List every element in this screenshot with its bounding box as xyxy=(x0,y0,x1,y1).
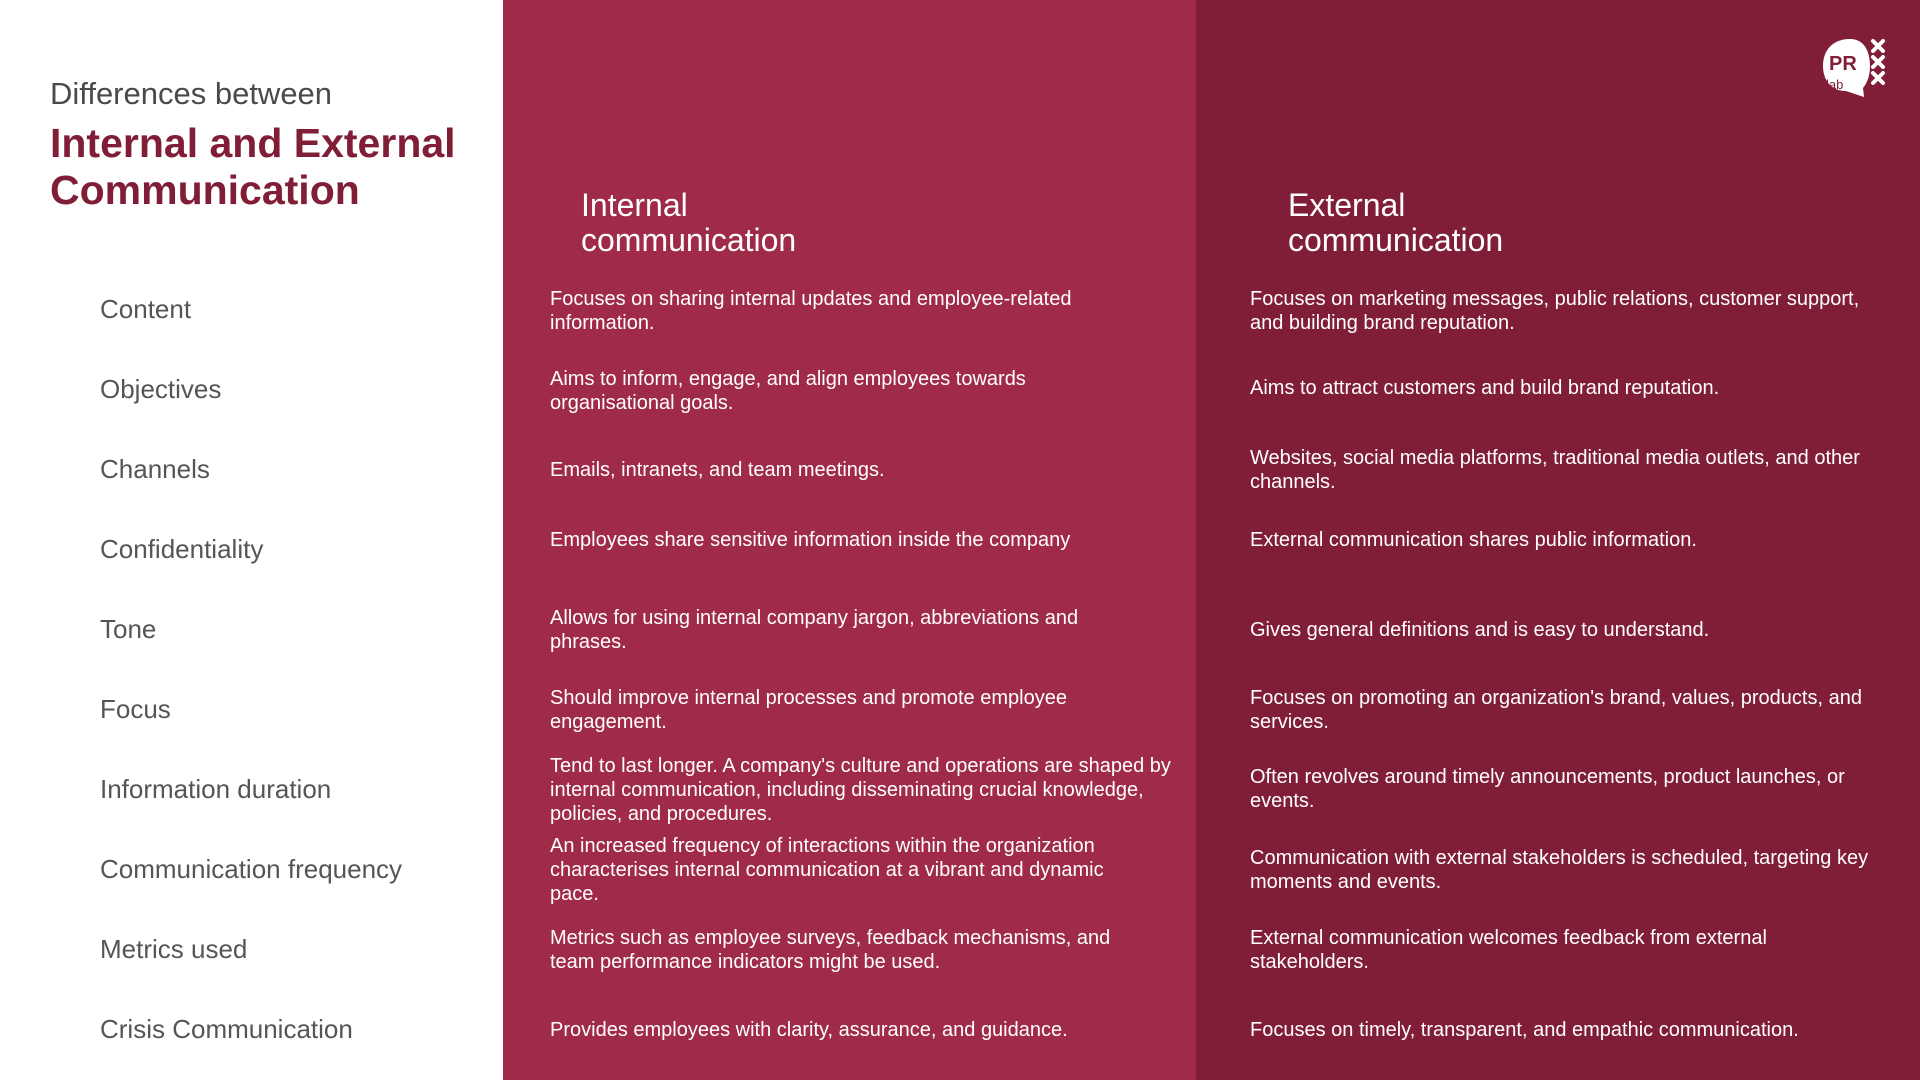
internal-cell-content: Focuses on sharing internal updates and employee-related information. xyxy=(550,288,1072,334)
external-cell-communication-frequency: Communication with external stakeholders is scheduled, targeting key moments and events. xyxy=(1250,847,1869,893)
row-label-information-duration: Information duration xyxy=(100,774,332,804)
row-label-confidentiality: Confidentiality xyxy=(100,534,264,564)
row-label-crisis-communication: Crisis Communication xyxy=(100,1014,353,1044)
row-label-tone: Tone xyxy=(100,614,157,644)
logo-text-sub: lab xyxy=(1826,77,1844,92)
internal-cell-objectives: Aims to inform, engage, and align employees towards organisational goals. xyxy=(550,368,1026,414)
internal-cell-focus: Should improve internal processes and promote employee engagement. xyxy=(550,687,1067,733)
row-label-content: Content xyxy=(100,294,192,324)
logo-text-main: PR xyxy=(1829,53,1857,75)
external-cell-information-duration: Often revolves around timely announcements, product launches, or events. xyxy=(1250,766,1845,812)
internal-cell-tone: Allows for using internal company jargon, abbreviations and phrases. xyxy=(550,607,1079,653)
internal-cell-metrics-used: Metrics such as employee surveys, feedback mechanisms, and team performance indicators might be used. xyxy=(550,927,1111,973)
internal-cell-communication-frequency: An increased frequency of interactions within the organization characterises internal communication at a vibrant and dynamic pace. xyxy=(550,835,1104,905)
external-cell-content: Focuses on marketing messages, public relations, customer support, and building brand reputation. xyxy=(1250,288,1860,334)
row-label-channels: Channels xyxy=(100,454,210,484)
internal-cell-information-duration: Tend to last longer. A company's culture and operations are shaped by internal communication, including disseminating crucial knowledge, policies, and procedures. xyxy=(550,755,1171,825)
page-subtitle: Differences between xyxy=(50,76,333,111)
external-cell-metrics-used: External communication welcomes feedback from external stakeholders. xyxy=(1250,927,1767,973)
external-cell-objectives: Aims to attract customers and build brand reputation. xyxy=(1250,377,1720,399)
external-cell-confidentiality: External communication shares public information. xyxy=(1250,529,1697,551)
pr-lab-logo xyxy=(1820,36,1888,102)
internal-cell-crisis-communication: Provides employees with clarity, assurance, and guidance. xyxy=(550,1019,1068,1041)
page-title: Internal and External Communication xyxy=(50,120,456,213)
row-label-metrics-used: Metrics used xyxy=(100,934,248,964)
internal-cell-channels: Emails, intranets, and team meetings. xyxy=(550,459,885,481)
row-label-communication-frequency: Communication frequency xyxy=(100,854,403,884)
external-cell-tone: Gives general definitions and is easy to understand. xyxy=(1250,619,1710,641)
external-column-heading: External communication xyxy=(1288,187,1504,258)
internal-column-heading: Internal communication xyxy=(581,187,797,258)
pr-lab-logo-icon xyxy=(1820,36,1888,102)
internal-cell-confidentiality: Employees share sensitive information inside the company xyxy=(550,529,1071,551)
external-cell-crisis-communication: Focuses on timely, transparent, and empathic communication. xyxy=(1250,1019,1799,1041)
external-cell-channels: Websites, social media platforms, traditional media outlets, and other channels. xyxy=(1250,447,1860,493)
external-cell-focus: Focuses on promoting an organization's brand, values, products, and services. xyxy=(1250,687,1862,733)
row-label-focus: Focus xyxy=(100,694,171,724)
row-label-objectives: Objectives xyxy=(100,374,222,404)
